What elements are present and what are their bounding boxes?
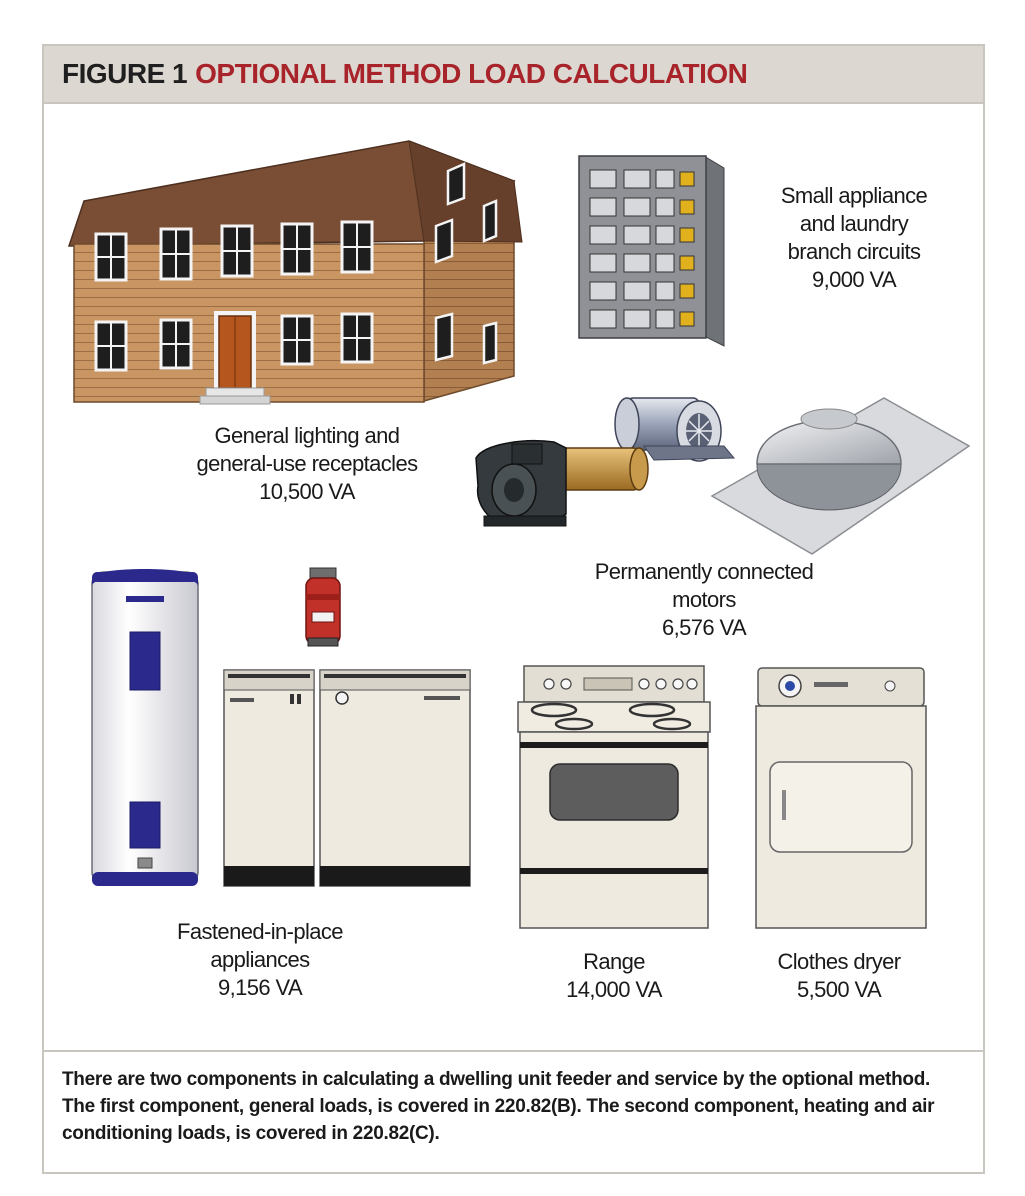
dryer-line1: Clothes dryer — [777, 949, 901, 974]
figure-title: OPTIONAL METHOD LOAD CALCULATION — [195, 58, 748, 89]
fastened-line1: Fastened-in-place — [177, 919, 343, 944]
garbage-disposal-icon — [306, 568, 340, 646]
lighting-load-value: 10,500 VA — [259, 479, 355, 504]
small-appliance-line1: Small appliance — [780, 183, 928, 208]
figure-frame — [42, 44, 985, 1174]
motors-load-label — [554, 558, 854, 642]
figure-number: FIGURE 1 — [62, 58, 188, 89]
water-heater-icon — [92, 569, 198, 886]
motors-line2: motors — [672, 587, 736, 612]
caption-divider — [44, 1050, 983, 1052]
lighting-load-line1: General lighting and — [214, 423, 400, 448]
fastened-line2: appliances — [210, 947, 310, 972]
house-icon — [69, 141, 522, 404]
range-line1: Range — [583, 949, 645, 974]
figure-caption: There are two components in calculating a dwelling unit feeder and service by the optional method. The first component, general loads, is covered in 220.82(B). The second component, heating and air conditioning loads, is covered in 220.82(C). — [62, 1069, 935, 1144]
motors-value: 6,576 VA — [661, 615, 747, 640]
pool-pump-icon — [476, 441, 648, 526]
dishwasher-icon — [224, 670, 470, 886]
small-appliance-line3: branch circuits — [787, 239, 921, 264]
roof-vent-fan-icon — [712, 398, 969, 554]
lighting-load-label — [172, 422, 442, 506]
dryer-load-label — [734, 948, 944, 1004]
lighting-load-line2: general-use receptacles — [196, 451, 418, 476]
range-value: 14,000 VA — [566, 977, 662, 1002]
dryer-value: 5,500 VA — [796, 977, 882, 1002]
fastened-value: 9,156 VA — [217, 975, 303, 1000]
motors-line1: Permanently connected — [594, 559, 814, 584]
small-appliance-value: 9,000 VA — [811, 267, 897, 292]
breaker-panel-icon — [579, 156, 724, 346]
range-load-label — [514, 948, 714, 1004]
small-appliance-line2: and laundry — [799, 211, 909, 236]
fastened-load-label — [140, 918, 380, 1002]
range-icon — [518, 666, 710, 928]
clothes-dryer-icon — [756, 668, 926, 928]
small-appliance-load-label — [734, 182, 974, 294]
